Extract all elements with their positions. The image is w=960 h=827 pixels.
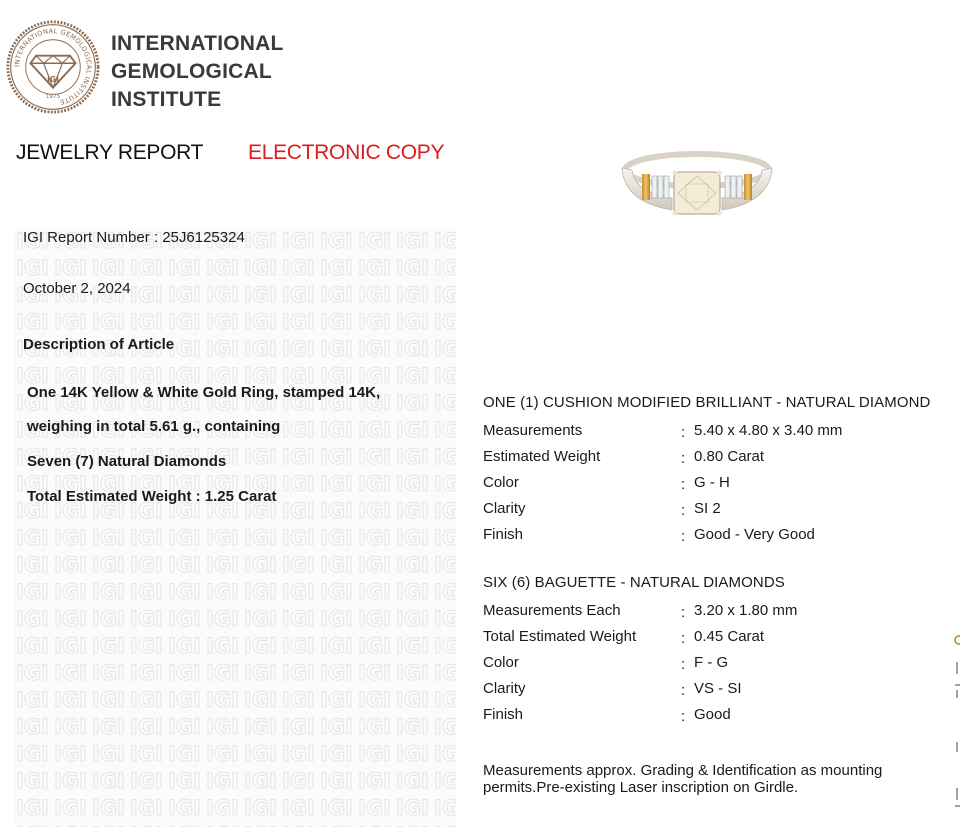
igi-seal-logo [6, 20, 100, 114]
report-number: IGI Report Number : 25J6125324 [23, 229, 245, 246]
row-label: Clarity [483, 500, 526, 517]
row-colon: : [681, 476, 686, 493]
row-value: 3.20 x 1.80 mm [694, 602, 798, 619]
org-line-2: GEMOLOGICAL [111, 60, 272, 83]
row-label: Estimated Weight [483, 448, 601, 465]
ring-photo [612, 140, 782, 240]
description-heading: Description of Article [23, 336, 175, 353]
center-stone-row [483, 448, 943, 474]
row-colon: : [681, 656, 686, 673]
side-stones-heading: SIX (6) BAGUETTE - NATURAL DIAMONDS [483, 574, 785, 591]
row-colon: : [681, 424, 686, 441]
igi-watermark-pattern [14, 228, 456, 827]
row-value: G - H [694, 474, 730, 491]
report-date: October 2, 2024 [23, 280, 131, 297]
seal-monogram: IGI [47, 75, 59, 85]
seal-year: 1975 [45, 94, 61, 101]
row-colon: : [681, 528, 686, 545]
row-value: F - G [694, 654, 729, 671]
row-colon: : [681, 708, 686, 725]
electronic-copy-stamp: ELECTRONIC COPY [248, 141, 445, 164]
row-value: Good - Very Good [694, 526, 815, 543]
row-colon: : [681, 604, 686, 621]
row-colon: : [681, 630, 686, 647]
side-stones-row [483, 706, 943, 732]
row-value: 5.40 x 4.80 x 3.40 mm [694, 422, 843, 439]
row-colon: : [681, 450, 686, 467]
center-stone-row [483, 422, 943, 448]
side-stones-row [483, 654, 943, 680]
row-label: Measurements [483, 422, 583, 439]
row-value: 0.80 Carat [694, 448, 765, 465]
center-stone-heading: ONE (1) CUSHION MODIFIED BRILLIANT - NATURAL DIAMOND [483, 394, 931, 411]
row-label: Finish [483, 706, 524, 723]
row-colon: : [681, 682, 686, 699]
center-stone-row [483, 474, 943, 500]
side-stones-row [483, 680, 943, 706]
description-line: weighing in total 5.61 g., containing [27, 418, 281, 435]
organization-name [111, 30, 284, 114]
org-line-1: INTERNATIONAL [111, 32, 284, 55]
row-label: Clarity [483, 680, 526, 697]
report-title: JEWELRY REPORT [16, 141, 204, 164]
row-label: Total Estimated Weight [483, 628, 637, 645]
side-stones-row [483, 628, 943, 654]
description-line: Seven (7) Natural Diamonds [27, 453, 227, 470]
row-label: Measurements Each [483, 602, 621, 619]
total-estimated-weight: Total Estimated Weight : 1.25 Carat [27, 488, 277, 505]
row-value: Good [694, 706, 731, 723]
seal-ring-text: INTERNATIONAL GEMOLOGICAL INSTITUTE [13, 27, 93, 107]
row-colon: : [681, 502, 686, 519]
cropped-edge-marks [950, 630, 960, 820]
row-label: Color [483, 654, 519, 671]
center-stone-row [483, 500, 943, 526]
row-value: VS - SI [694, 680, 742, 697]
row-value: SI 2 [694, 500, 721, 517]
side-stones-row [483, 602, 943, 628]
org-line-3: INSTITUTE [111, 88, 222, 111]
row-label: Color [483, 474, 519, 491]
comments: Measurements approx. Grading & Identification as mounting permits.Pre-existing Laser inscription on Girdle. [483, 762, 883, 796]
row-label: Finish [483, 526, 524, 543]
description-line: One 14K Yellow & White Gold Ring, stamped 14K, [27, 384, 381, 401]
center-stone-row [483, 526, 943, 552]
row-value: 0.45 Carat [694, 628, 765, 645]
